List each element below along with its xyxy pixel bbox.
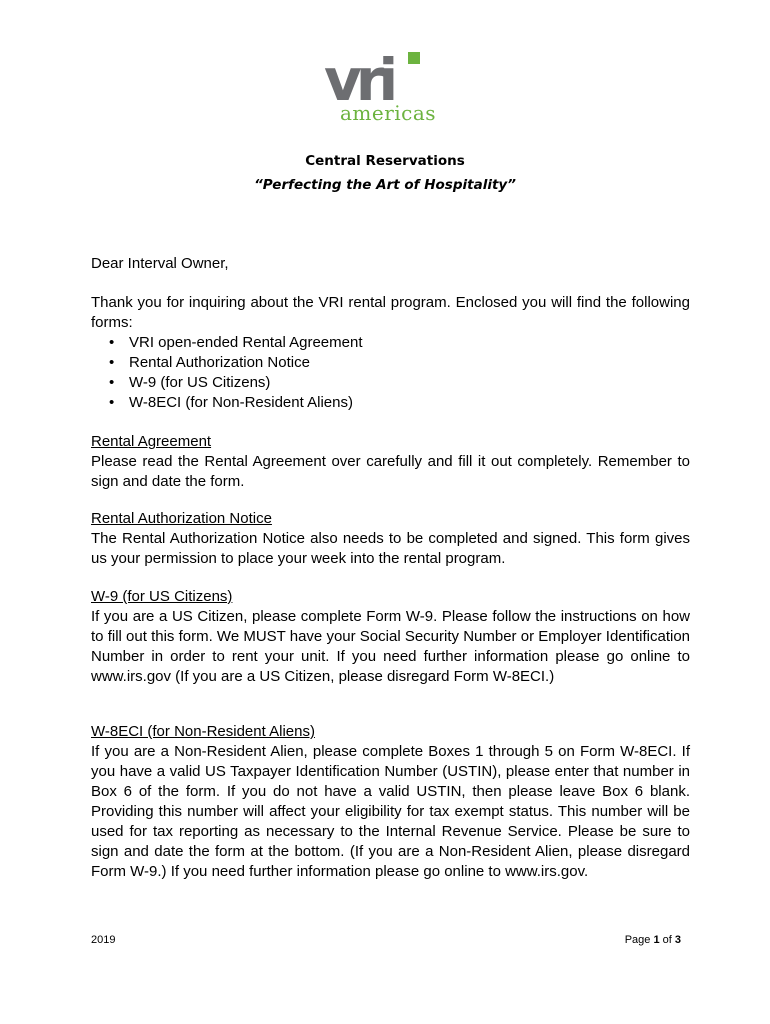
section-w8eci <box>91 722 690 882</box>
page-current: 1 <box>653 934 660 946</box>
page-of: of <box>659 934 675 946</box>
section-heading: Rental Authorization Notice <box>91 510 272 527</box>
section-body: Please read the Rental Agreement over carefully and fill it out completely. Remember to sign and date the form. <box>91 453 690 490</box>
section-heading: Rental Agreement <box>91 433 212 450</box>
logo-dot-accent <box>408 52 420 64</box>
list-item: • W-8ECI (for Non-Resident Aliens) <box>109 393 690 413</box>
page-number <box>625 934 681 946</box>
logo-graphic <box>322 48 462 124</box>
section-body: If you are a Non-Resident Alien, please complete Boxes 1 through 5 on Form W-8ECI. If you have a valid US Taxpayer Identification Number (USTIN), please enter that number in Box 6 of the form. If you do not have a valid USTIN, then please leave Box 6 blank. Providing this number will affect your eligibility for tax exempt status. This number will be used for tax reporting as necessary to the Internal Revenue Service. Please be sure to sign and date the form at the bottom. (If you are a Non-Resident Alien, please disregard Form W-9.) If you need further information please go online to www.irs.gov. <box>91 743 690 880</box>
salutation: Dear Interval Owner, <box>91 255 229 272</box>
section-heading: W-9 (for US Citizens) <box>91 588 233 605</box>
section-heading: W-8ECI (for Non-Resident Aliens) <box>91 723 315 740</box>
intro-block <box>91 293 690 413</box>
section-w9 <box>91 587 690 687</box>
intro-paragraph: Thank you for inquiring about the VRI rental program. Enclosed you will find the following forms: <box>91 294 690 331</box>
page-tagline: “Perfecting the Art of Hospitality” <box>254 177 516 193</box>
list-item: • W-9 (for US Citizens) <box>109 373 690 393</box>
logo-wordmark: vri <box>324 48 393 114</box>
list-item: • Rental Authorization Notice <box>109 353 690 373</box>
footer-year: 2019 <box>91 934 116 946</box>
page-title: Central Reservations <box>305 153 465 169</box>
section-rental-agreement <box>91 432 690 492</box>
section-body: The Rental Authorization Notice also needs to be completed and signed. This form gives us your permission to place your week into the rental program. <box>91 530 690 567</box>
section-rental-authorization <box>91 509 690 569</box>
logo-subtitle: americas <box>340 101 437 124</box>
page-prefix: Page <box>624 934 654 946</box>
vri-americas-logo <box>322 48 462 124</box>
enclosed-forms-list <box>91 333 690 413</box>
section-body: If you are a US Citizen, please complete Form W-9. Please follow the instructions on how to fill out this form. We MUST have your Social Security Number or Employer Identification Number in order to rent your unit. If you need further information please go online to www.irs.gov (If you are a US Citizen, please disregard Form W-8ECI.) <box>91 608 690 685</box>
list-item: • VRI open-ended Rental Agreement <box>109 333 690 353</box>
page-total: 3 <box>674 934 681 946</box>
